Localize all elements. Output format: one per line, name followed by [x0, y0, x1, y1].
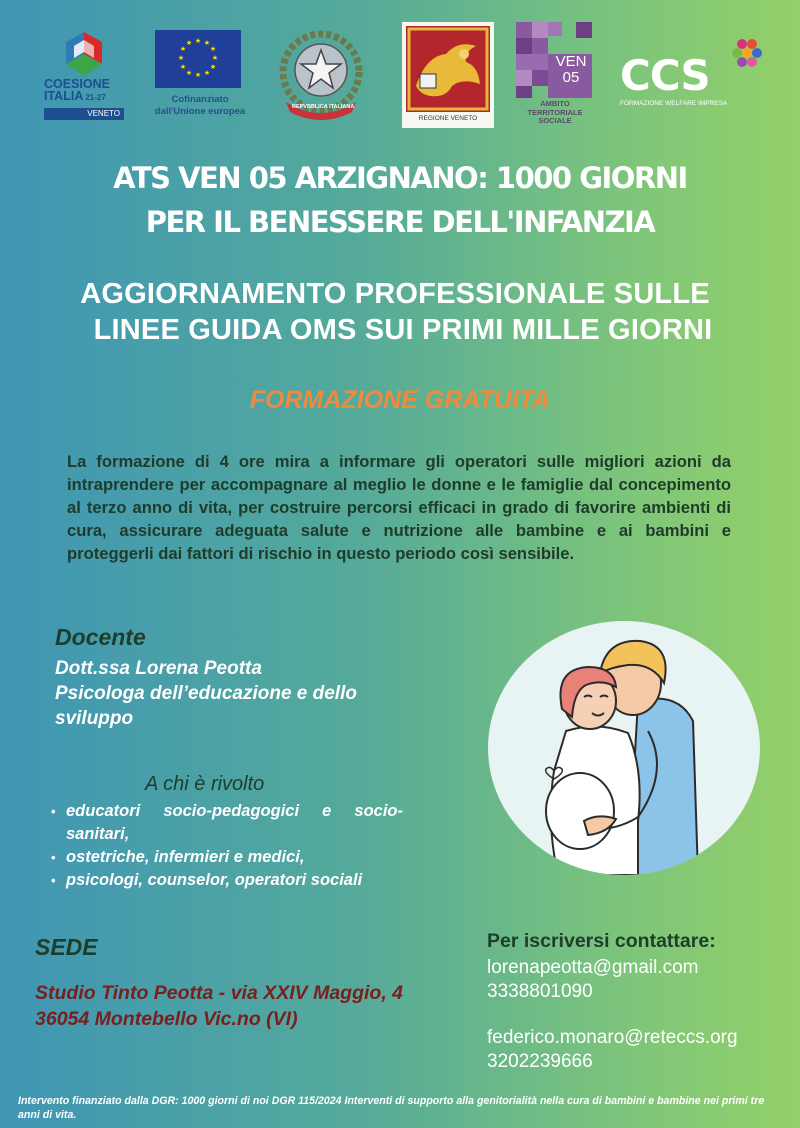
svg-text:★: ★ [203, 39, 211, 47]
couple-embrace-illustration [488, 621, 760, 875]
main-title-line1: ATS VEN 05 ARZIGNANO: 1000 GIORNI [113, 161, 687, 195]
ambito-line1: AMBITO [540, 99, 570, 108]
coesione-line1: COESIONE [44, 77, 110, 91]
svg-text:★: ★ [209, 63, 217, 71]
contact-email-2[interactable]: federico.monaro@reteccs.org [487, 1027, 738, 1048]
list-item: • psicologi, counselor, operatori sociali [48, 869, 403, 892]
eu-flag-icon [155, 30, 241, 88]
ccs-tagline: FORMAZIONE WELFARE IMPRESA [620, 100, 728, 107]
docente-heading: Docente [55, 624, 146, 650]
main-title-line2: PER IL BENESSERE DELL'INFANZIA [145, 205, 655, 239]
docente-role: Psicologa dell’educazione e dello sviluppo [55, 683, 357, 729]
contact-phone-1[interactable]: 3338801090 [487, 981, 593, 1002]
contact-phone-2[interactable]: 3202239666 [487, 1051, 593, 1072]
svg-text:★: ★ [185, 39, 193, 47]
eu-logo [152, 20, 248, 124]
sede-address [35, 980, 475, 1032]
sede-line1: Studio Tinto Peotta - via XXIV Maggio, 4 [35, 982, 404, 1004]
svg-text:★: ★ [177, 54, 185, 62]
contact-email-1[interactable]: lorenapeotta@gmail.com [487, 957, 699, 978]
svg-text:★: ★ [185, 69, 193, 77]
coesione-line2: ITALIA [44, 89, 84, 103]
formazione-gratuita: FORMAZIONE GRATUITA [249, 386, 551, 414]
svg-text:★: ★ [179, 63, 187, 71]
coesione-years: 21-27 [85, 93, 106, 102]
regione-veneto-text: REGIONE VENETO [418, 115, 478, 122]
rivolto-list [48, 800, 403, 892]
funding-footer: Intervento finanziato dalla DGR: 1000 giorni di noi DGR 115/2024 Interventi di supporto alla genitorialità nella cura di bambini e bambine nei primi tre anni di vita. [18, 1095, 765, 1121]
contact-heading: Per iscriversi contattare: [487, 930, 716, 952]
ccs-hexagon-icon [728, 38, 768, 74]
sede-heading: SEDE [35, 934, 98, 960]
svg-text:★: ★ [211, 54, 219, 62]
ven05-line2: 05 [562, 69, 580, 86]
coesione-region-badge [44, 108, 124, 120]
ambito-line2: TERRITORIALE [527, 107, 583, 117]
ven05-line1: VEN [555, 53, 587, 70]
docente-details [55, 656, 435, 731]
ven05-ambito-logo [516, 20, 594, 124]
list-item: • ostetriche, infermieri e medici, [48, 846, 403, 869]
coesione-italia-logo [44, 20, 126, 124]
repubblica-italiana-emblem [278, 20, 364, 124]
ccs-logo [620, 20, 770, 124]
intro-paragraph: La formazione di 4 ore mira a informare gli operatori sulle migliori azioni da intraprendere per accompagnare al meglio le donne e le famiglie dal concepimento al terzo anno di vita, per costruire percorsi efficaci in grado di favorire ambienti di cura, assicurare adeguata salute e nutrizione alle bambine e ai bambini e proteggerli dai fattori di rischio in questo periodo così sensibile. [67, 452, 731, 563]
list-item: • educatori socio-pedagogici e socio-sanitari, [48, 800, 403, 846]
pregnancy-illustration [488, 621, 760, 875]
subtitle-line1: AGGIORNAMENTO PROFESSIONALE SULLE [80, 278, 710, 310]
regione-veneto-logo [402, 20, 494, 124]
sede-line2: 36054 Montebello Vic.no (VI) [35, 1008, 298, 1030]
rivolto-heading: A chi è rivolto [145, 773, 265, 795]
subtitle-line2: LINEE GUIDA OMS SUI PRIMI MILLE GIORNI [93, 314, 713, 346]
svg-text:★: ★ [209, 45, 217, 53]
eu-line2: dall'Unione europea [154, 106, 246, 117]
svg-text:★: ★ [194, 37, 202, 45]
coesione-cube-icon [44, 24, 126, 82]
svg-text:★: ★ [179, 45, 187, 53]
docente-name: Dott.ssa Lorena Peotta [55, 658, 262, 679]
svg-text:★: ★ [203, 69, 211, 77]
coesione-region: VENETO [87, 109, 120, 118]
lion-of-saint-mark-icon [406, 26, 490, 112]
repubblica-text: REPVBBLICA ITALIANA [292, 104, 355, 110]
ccs-text: CCS [620, 51, 710, 100]
eu-line1: Cofinanziato [171, 94, 229, 105]
ambito-line3: SOCIALE [538, 116, 572, 125]
svg-text:★: ★ [194, 71, 202, 79]
